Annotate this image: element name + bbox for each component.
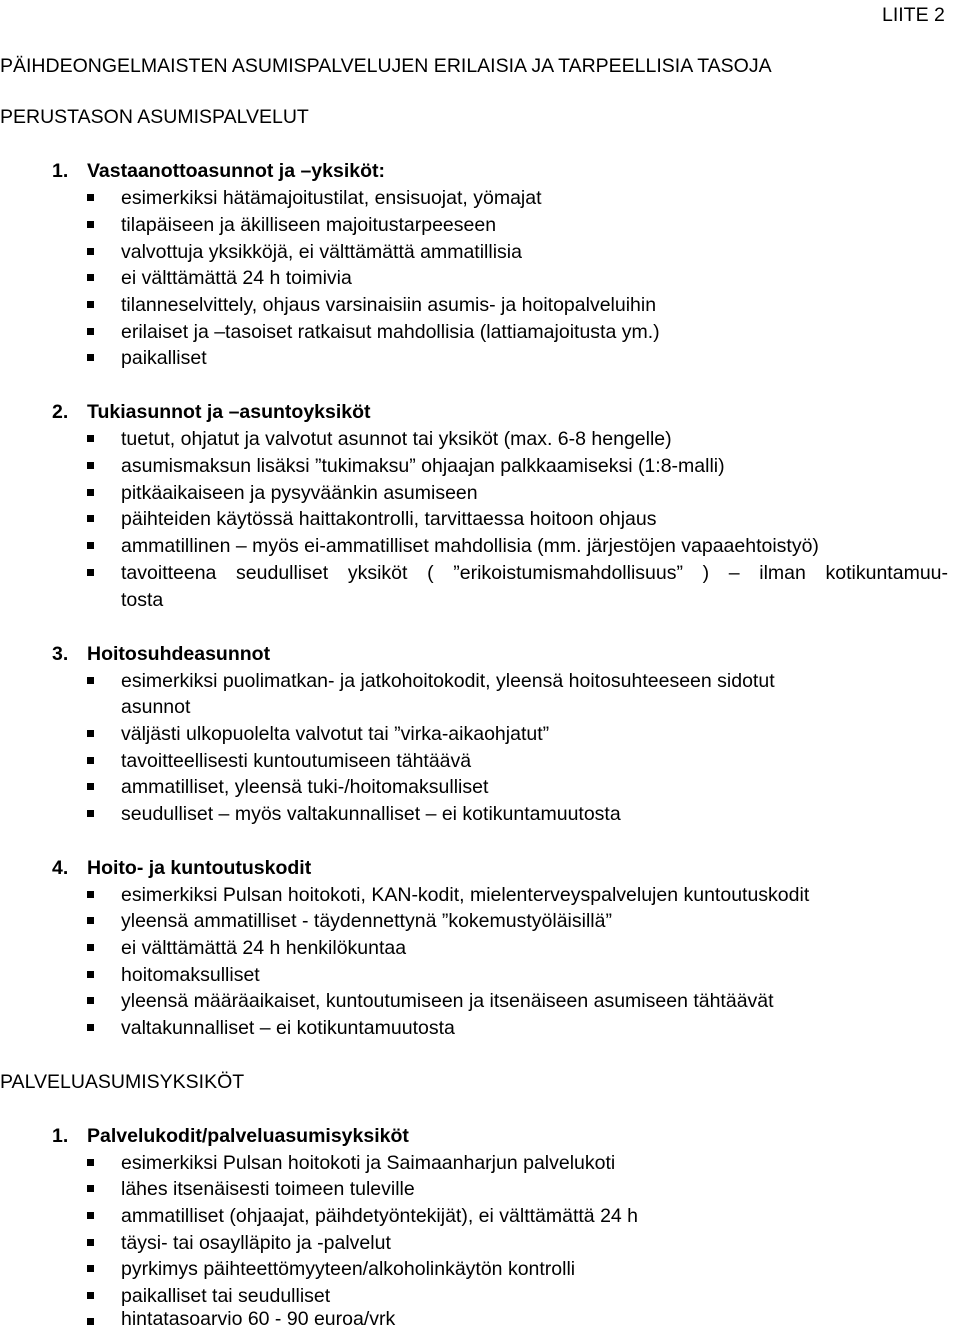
bullet-icon bbox=[87, 971, 94, 978]
section-number: 2. bbox=[52, 401, 69, 423]
bullet-icon bbox=[87, 221, 94, 228]
bullet-icon bbox=[87, 489, 94, 496]
bullet-icon bbox=[87, 194, 94, 201]
list-item: paikalliset bbox=[121, 347, 207, 369]
list-item: tuetut, ohjatut ja valvotut asunnot tai yksiköt (max. 6-8 hengelle) bbox=[121, 428, 672, 450]
list-item: tilapäiseen ja äkilliseen majoitustarpeeseen bbox=[121, 214, 497, 236]
list-item: seudulliset – myös valtakunnalliset – ei kotikuntamuutosta bbox=[121, 803, 621, 825]
list-item: tavoitteellisesti kuntoutumiseen tähtäävä bbox=[121, 750, 472, 772]
list-item-continuation: tosta bbox=[121, 589, 164, 611]
list-item: ammatillinen – myös ei-ammatilliset mahdollisia (mm. järjestöjen vapaaehtoistyö) bbox=[121, 535, 819, 557]
bullet-icon bbox=[87, 1318, 94, 1325]
section-number: 1. bbox=[52, 1125, 69, 1147]
section-number: 4. bbox=[52, 857, 69, 879]
list-item: päihteiden käytössä haittakontrolli, tarvittaessa hoitoon ohjaus bbox=[121, 508, 657, 530]
section-number: 1. bbox=[52, 160, 69, 182]
bullet-icon bbox=[87, 917, 94, 924]
bullet-icon bbox=[87, 1159, 94, 1166]
list-item: valtakunnalliset – ei kotikuntamuutosta bbox=[121, 1017, 455, 1039]
list-item: hoitomaksulliset bbox=[121, 964, 260, 986]
bullet-icon bbox=[87, 462, 94, 469]
bullet-icon bbox=[87, 810, 94, 817]
bullet-icon bbox=[87, 1239, 94, 1246]
bullet-icon bbox=[87, 301, 94, 308]
bullet-icon bbox=[87, 569, 94, 576]
list-item: ei välttämättä 24 h henkilökuntaa bbox=[121, 937, 407, 959]
bullet-icon bbox=[87, 328, 94, 335]
bullet-icon bbox=[87, 1292, 94, 1299]
part-title-service: PALVELUASUMISYKSIKÖT bbox=[0, 1071, 245, 1093]
bullet-icon bbox=[87, 677, 94, 684]
list-item: hintatasoarvio 60 - 90 euroa/vrk bbox=[121, 1308, 396, 1330]
list-item: pitkäaikaiseen ja pysyväänkin asumiseen bbox=[121, 482, 478, 504]
section-title: Palvelukodit/palveluasumisyksiköt bbox=[87, 1125, 409, 1147]
list-item: yleensä määräaikaiset, kuntoutumiseen ja itsenäiseen asumiseen tähtäävät bbox=[121, 990, 774, 1012]
list-item: erilaiset ja –tasoiset ratkaisut mahdollisia (lattiamajoitusta ym.) bbox=[121, 321, 660, 343]
bullet-icon bbox=[87, 542, 94, 549]
list-item: ei välttämättä 24 h toimivia bbox=[121, 267, 352, 289]
list-item: valvottuja yksikköjä, ei välttämättä ammatillisia bbox=[121, 241, 522, 263]
bullet-icon bbox=[87, 944, 94, 951]
section-title: Vastaanottoasunnot ja –yksiköt: bbox=[87, 160, 385, 182]
part-title-basic: PERUSTASON ASUMISPALVELUT bbox=[0, 106, 309, 128]
bullet-icon bbox=[87, 1185, 94, 1192]
section-number: 3. bbox=[52, 643, 69, 665]
list-item: asumismaksun lisäksi ”tukimaksu” ohjaajan palkkaamiseksi (1:8-malli) bbox=[121, 455, 725, 477]
bullet-icon bbox=[87, 1265, 94, 1272]
bullet-icon bbox=[87, 435, 94, 442]
list-item: yleensä ammatilliset - täydennettynä ”kokemustyöläisillä” bbox=[121, 910, 612, 932]
page-label: LIITE 2 bbox=[882, 4, 945, 26]
list-item: esimerkiksi puolimatkan- ja jatkohoitokodit, yleensä hoitosuhteeseen sidotut bbox=[121, 670, 775, 692]
list-item: ammatilliset (ohjaajat, päihdetyöntekijät), ei välttämättä 24 h bbox=[121, 1205, 639, 1227]
bullet-icon bbox=[87, 274, 94, 281]
list-item: tilanneselvittely, ohjaus varsinaisiin asumis- ja hoitopalveluihin bbox=[121, 294, 657, 316]
section-title: Tukiasunnot ja –asuntoyksiköt bbox=[87, 401, 371, 423]
list-item: esimerkiksi hätämajoitustilat, ensisuojat, yömajat bbox=[121, 187, 542, 209]
bullet-icon bbox=[87, 891, 94, 898]
section-title: Hoito- ja kuntoutuskodit bbox=[87, 857, 312, 879]
list-item: pyrkimys päihteettömyyteen/alkoholinkäytön kontrolli bbox=[121, 1258, 576, 1280]
section-title: Hoitosuhdeasunnot bbox=[87, 643, 271, 665]
list-item: ammatilliset, yleensä tuki-/hoitomaksulliset bbox=[121, 776, 489, 798]
document-title: PÄIHDEONGELMAISTEN ASUMISPALVELUJEN ERILAISIA JA TARPEELLISIA TASOJA bbox=[0, 55, 772, 77]
bullet-icon bbox=[87, 730, 94, 737]
list-item: paikalliset tai seudulliset bbox=[121, 1285, 331, 1307]
bullet-icon bbox=[87, 248, 94, 255]
bullet-icon bbox=[87, 757, 94, 764]
bullet-icon bbox=[87, 1212, 94, 1219]
list-item: lähes itsenäisesti toimeen tuleville bbox=[121, 1178, 415, 1200]
bullet-icon bbox=[87, 997, 94, 1004]
list-item: täysi- tai osaylläpito ja -palvelut bbox=[121, 1232, 391, 1254]
bullet-icon bbox=[87, 515, 94, 522]
list-item: väljästi ulkopuolelta valvotut tai ”virka-aikaohjatut” bbox=[121, 723, 550, 745]
bullet-icon bbox=[87, 354, 94, 361]
list-item: esimerkiksi Pulsan hoitokoti, KAN-kodit, mielenterveyspalvelujen kuntoutuskodit bbox=[121, 884, 810, 906]
list-item: esimerkiksi Pulsan hoitokoti ja Saimaanharjun palvelukoti bbox=[121, 1152, 616, 1174]
list-item: tavoitteena seudulliset yksiköt ( ”erikoistumismahdollisuus” ) – ilman kotikuntamuu- bbox=[121, 562, 948, 584]
bullet-icon bbox=[87, 783, 94, 790]
bullet-icon bbox=[87, 1024, 94, 1031]
list-item-continuation: asunnot bbox=[121, 696, 191, 718]
